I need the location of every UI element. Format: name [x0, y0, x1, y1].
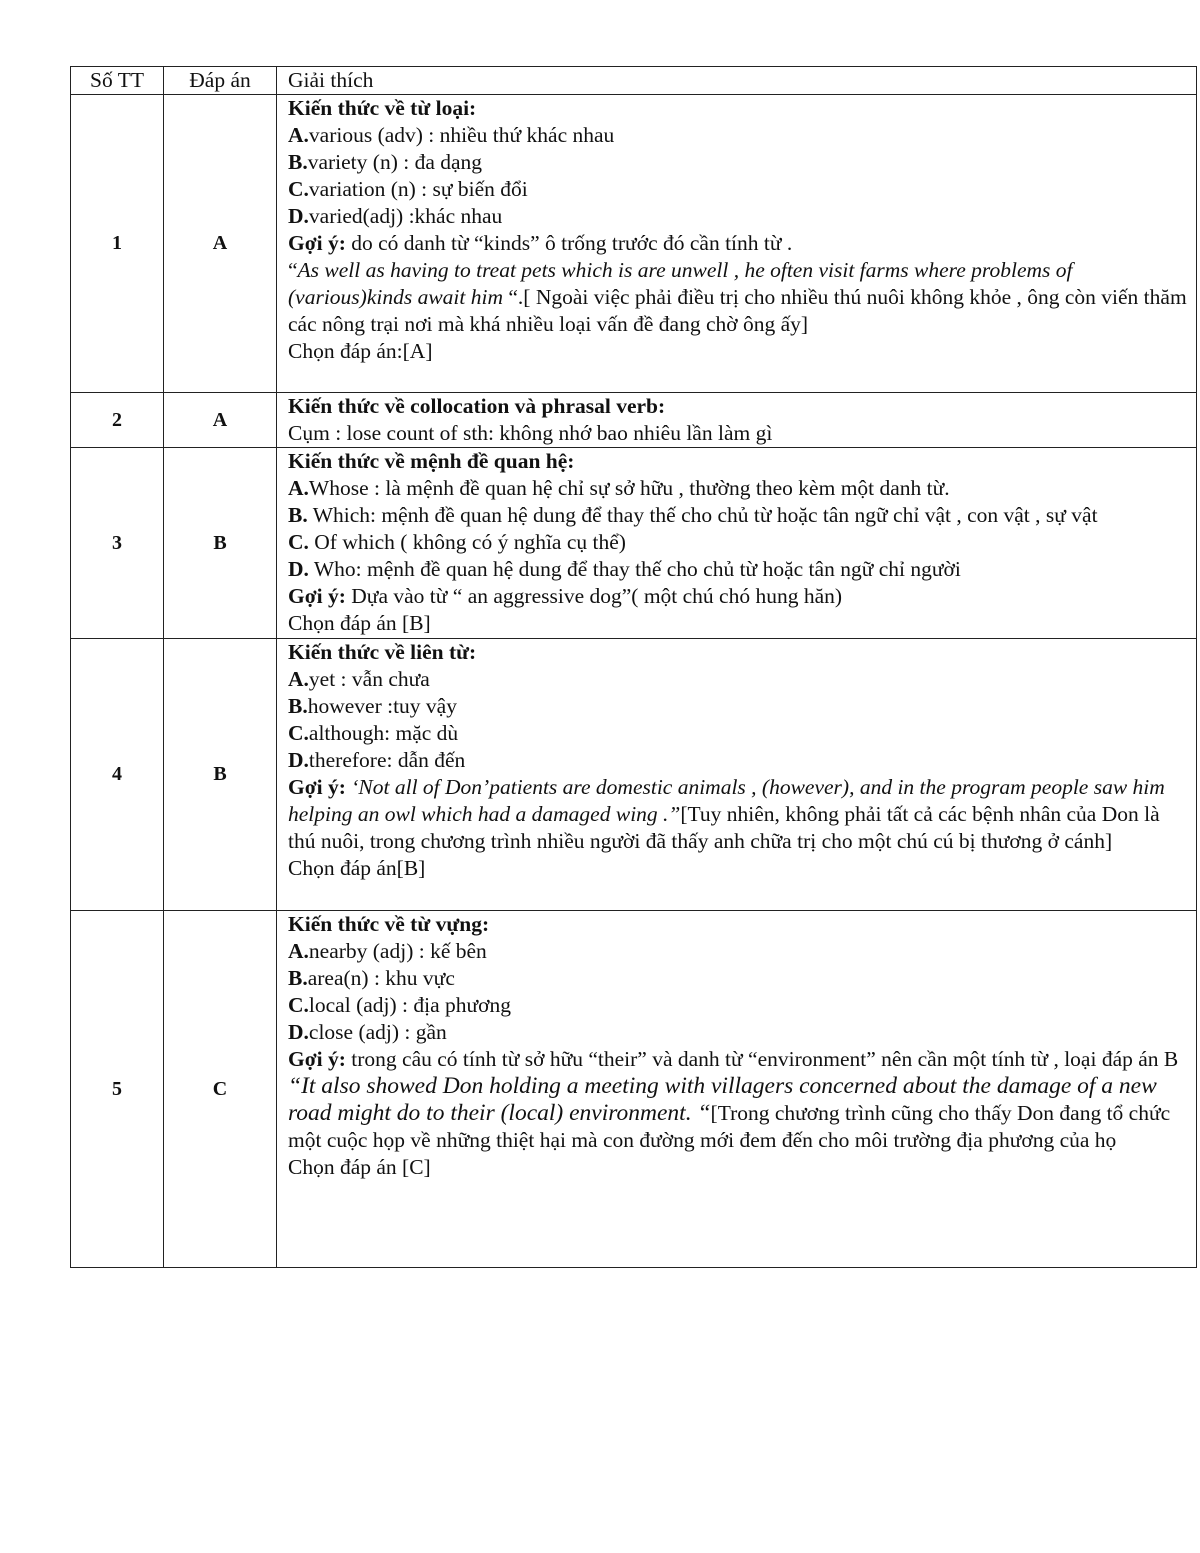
row-number: 4	[71, 639, 164, 911]
explanation-line: C.although: mặc dù	[288, 721, 459, 745]
example-quote: “It also showed Don holding a meeting with villagers concerned about the damage of a new road might do to their (local) environment. “[Trong chương trình cũng cho thấy Don đang tổ chức một cuộc họp về những thiệt hại mà con đường mới đem đến cho môi trường địa phương của họ	[288, 1073, 1171, 1152]
explanation-line: Kiến thức về liên từ:	[288, 640, 477, 664]
header-answer: Đáp án	[164, 67, 277, 95]
row-explanation	[277, 911, 1197, 1268]
explanation-line: Cụm : lose count of sth: không nhớ bao nhiêu lần làm gì	[288, 421, 773, 445]
explanation-line: Kiến thức về từ loại:	[288, 96, 477, 120]
table-row	[71, 639, 1197, 911]
header-no: Số TT	[71, 67, 164, 95]
explanation-line: B.variety (n) : đa dạng	[288, 150, 483, 174]
explanation-line: A.Whose : là mệnh đề quan hệ chỉ sự sở hữu , thường theo kèm một danh từ.	[288, 476, 950, 500]
row-number: 5	[71, 911, 164, 1268]
explanation-line: Kiến thức về mệnh đề quan hệ:	[288, 449, 575, 473]
chosen-answer: Chọn đáp án[B]	[288, 856, 426, 880]
row-explanation	[277, 393, 1197, 448]
explanation-line: D.close (adj) : gần	[288, 1020, 447, 1044]
row-explanation	[277, 448, 1197, 639]
explanation-line: Gợi ý: trong câu có tính từ sở hữu “their” và danh từ “environment” nên cần một tính từ , loại đáp án B	[288, 1047, 1179, 1071]
chosen-answer: Chọn đáp án [B]	[288, 611, 431, 635]
explanation-line: Gợi ý: do có danh từ “kinds” ô trống trước đó cần tính từ .	[288, 231, 793, 255]
row-number: 2	[71, 393, 164, 448]
row-number: 3	[71, 448, 164, 639]
example-quote: Gợi ý: ‘Not all of Don’patients are domestic animals , (however), and in the program people saw him helping an owl which had a damaged wing .”[Tuy nhiên, không phải tất cả các bệnh nhân của Don là thú nuôi, trong chương trình nhiều người đã thấy anh chữa trị cho một chú cú bị thương ở cánh]	[288, 775, 1165, 853]
explanation-line: C.local (adj) : địa phương	[288, 993, 512, 1017]
explanation-line: D.varied(adj) :khác nhau	[288, 204, 503, 228]
explanation-line: D. Who: mệnh đề quan hệ dung để thay thế cho chủ từ hoặc tân ngữ chỉ người	[288, 557, 961, 581]
table-row	[71, 448, 1197, 639]
answer-table	[70, 66, 1197, 1268]
explanation-line: A.various (adv) : nhiều thứ khác nhau	[288, 123, 615, 147]
row-explanation	[277, 95, 1197, 393]
explanation-line: C.variation (n) : sự biến đổi	[288, 177, 528, 201]
example-quote: “As well as having to treat pets which is are unwell , he often visit farms where problems of (various)kinds await him “.[ Ngoài việc phải điều trị cho nhiều thú nuôi không khỏe , ông còn viến thăm các nông trại nơi mà khá nhiều loại vấn đề đang chờ ông ấy]	[288, 258, 1187, 336]
explanation-line: C. Of which ( không có ý nghĩa cụ thể)	[288, 530, 626, 554]
row-answer: B	[164, 639, 277, 911]
explanation-line: Gợi ý: Dựa vào từ “ an aggressive dog”( một chú chó hung hăn)	[288, 584, 843, 608]
chosen-answer: Chọn đáp án:[A]	[288, 339, 433, 363]
row-answer: C	[164, 911, 277, 1268]
row-answer: A	[164, 393, 277, 448]
explanation-line: B.area(n) : khu vực	[288, 966, 455, 990]
explanation-line: B. Which: mệnh đề quan hệ dung để thay thế cho chủ từ hoặc tân ngữ chỉ vật , con vật , sự vật	[288, 503, 1098, 527]
table-row	[71, 95, 1197, 393]
row-answer: A	[164, 95, 277, 393]
header-explanation: Giải thích	[277, 67, 1197, 95]
table-row	[71, 393, 1197, 448]
table-row	[71, 911, 1197, 1268]
chosen-answer: Chọn đáp án [C]	[288, 1155, 431, 1179]
explanation-line: A.yet : vẫn chưa	[288, 667, 430, 691]
header-row	[71, 67, 1197, 95]
explanation-line: B.however :tuy vậy	[288, 694, 457, 718]
row-explanation	[277, 639, 1197, 911]
explanation-line: D.therefore: dẫn đến	[288, 748, 466, 772]
explanation-line: Kiến thức về từ vựng:	[288, 912, 490, 936]
explanation-line: A.nearby (adj) : kế bên	[288, 939, 487, 963]
row-number: 1	[71, 95, 164, 393]
explanation-line: Kiến thức về collocation và phrasal verb:	[288, 394, 666, 418]
row-answer: B	[164, 448, 277, 639]
